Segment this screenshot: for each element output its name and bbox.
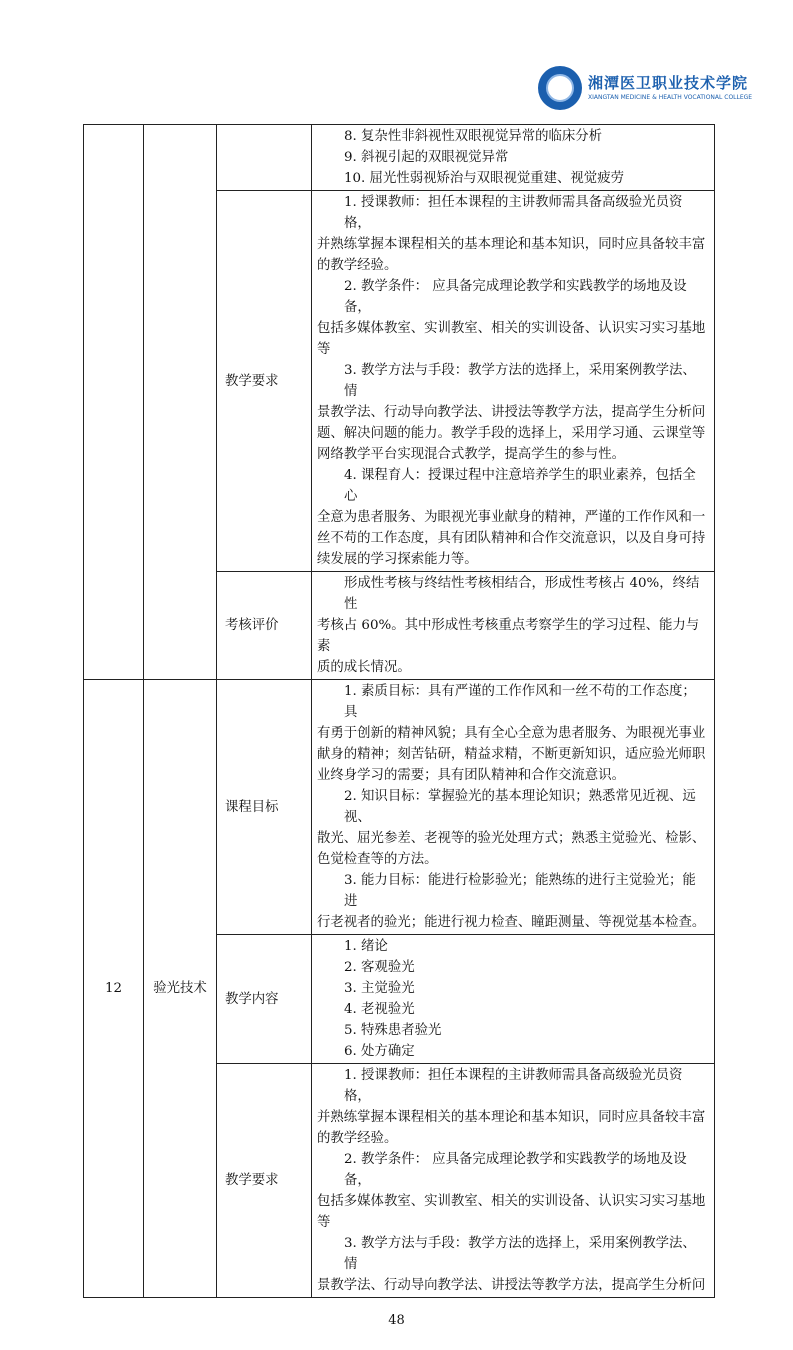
text-line: 的教学经验。 — [317, 258, 398, 273]
text-line: 5. 特殊患者验光 — [344, 1023, 442, 1038]
label-course-goals: 课程目标 — [217, 680, 312, 935]
assessment-text — [312, 572, 715, 680]
page-number: 48 — [388, 1313, 405, 1328]
course-name: 验光技术 — [144, 680, 217, 1298]
label-teaching-content: 教学内容 — [217, 935, 312, 1064]
teaching-content-list — [312, 935, 715, 1064]
text-line: 3. 主觉验光 — [344, 981, 415, 996]
text-line: 并熟练掌握本课程相关的基本理论和基本知识，同时应具备较丰富 — [317, 1110, 706, 1125]
text-line: 3. 能力目标：能进行检影验光；能熟练的进行主觉验光；能进 — [344, 873, 696, 909]
text-line: 3. 教学方法与手段：教学方法的选择上，采用案例教学法、情 — [344, 1236, 696, 1272]
text-line: 2. 教学条件： 应具备完成理论教学和实践教学的场地及设备， — [344, 1152, 687, 1188]
text-line: 全意为患者服务、为眼视光事业献身的精神，严谨的工作作风和一 — [317, 510, 706, 525]
text-line: 质的成长情况。 — [317, 660, 411, 675]
text-line: 丝不苟的工作态度，具有团队精神和合作交流意识，以及自身可持 — [317, 531, 706, 546]
text-line: 4. 老视验光 — [344, 1002, 415, 1017]
text-line: 形成性考核与终结性考核相结合，形成性考核占 40%，终结性 — [344, 576, 700, 612]
logo-chinese-name: 湘潭医卫职业技术学院 — [588, 74, 749, 92]
text-line: 散光、屈光参差、老视等的验光处理方式；熟悉主觉验光、检影、 — [317, 831, 706, 846]
text-line: 9. 斜视引起的双眼视觉异常 — [344, 150, 509, 165]
text-line: 包括多媒体教室、实训教室、相关的实训设备、认识实习实习基地 — [317, 1194, 706, 1209]
teaching-requirements-text — [312, 1064, 715, 1298]
text-line: 1. 素质目标：具有严谨的工作作风和一丝不苟的工作态度；具 — [344, 684, 696, 720]
text-line: 景教学法、行动导向教学法、讲授法等教学方法，提高学生分析问 — [317, 1278, 706, 1293]
teaching-requirements-text — [312, 191, 715, 572]
text-line: 献身的精神；刻苦钻研，精益求精，不断更新知识，适应验光师职 — [317, 747, 706, 762]
college-logo — [538, 66, 752, 110]
text-line: 的教学经验。 — [317, 1131, 398, 1146]
text-line: 网络教学平台实现混合式教学，提高学生的参与性。 — [317, 447, 625, 462]
label-teaching-requirements: 教学要求 — [217, 191, 312, 572]
text-line: 3. 教学方法与手段：教学方法的选择上，采用案例教学法、情 — [344, 363, 696, 399]
text-line: 1. 绪论 — [344, 939, 388, 954]
label-assessment: 考核评价 — [217, 572, 312, 680]
text-line: 续发展的学习探索能力等。 — [317, 552, 478, 567]
cell-no-cont — [84, 125, 144, 680]
text-line: 等 — [317, 1215, 331, 1230]
text-line: 题、解决问题的能力。教学手段的选择上，采用学习通、云课堂等 — [317, 426, 706, 441]
course-number: 12 — [84, 680, 144, 1298]
cell-name-cont — [144, 125, 217, 680]
text-line: 并熟练掌握本课程相关的基本理论和基本知识，同时应具备较丰富 — [317, 237, 706, 252]
text-line: 10. 屈光性弱视矫治与双眼视觉重建、视觉疲劳 — [344, 171, 624, 186]
text-line: 6. 处方确定 — [344, 1044, 415, 1059]
text-line: 1. 授课教师：担任本课程的主讲教师需具备高级验光员资格， — [344, 195, 683, 231]
college-seal-icon — [538, 66, 582, 110]
cell-label-empty — [217, 125, 312, 191]
text-line: 等 — [317, 342, 331, 357]
text-line: 业终身学习的需要；具有团队精神和合作交流意识。 — [317, 768, 625, 783]
text-line: 有勇于创新的精神风貌；具有全心全意为患者服务、为眼视光事业 — [317, 726, 706, 741]
text-line: 2. 客观验光 — [344, 960, 415, 975]
text-line: 色觉检查等的方法。 — [317, 852, 438, 867]
text-line: 1. 授课教师：担任本课程的主讲教师需具备高级验光员资格， — [344, 1068, 683, 1104]
course-goals-text — [312, 680, 715, 935]
content-continuation — [312, 125, 715, 191]
text-line: 行老视者的验光；能进行视力检查、瞳距测量、等视觉基本检查。 — [317, 915, 706, 930]
text-line: 景教学法、行动导向教学法、讲授法等教学方法，提高学生分析问 — [317, 405, 706, 420]
label-teaching-requirements: 教学要求 — [217, 1064, 312, 1298]
text-line: 2. 知识目标：掌握验光的基本理论知识；熟悉常见近视、远视、 — [344, 789, 696, 825]
text-line: 2. 教学条件： 应具备完成理论教学和实践教学的场地及设备， — [344, 279, 687, 315]
logo-english-name: XIANGTAN MEDICINE & HEALTH VOCATIONAL COLLEGE — [588, 94, 753, 101]
text-line: 4. 课程育人：授课过程中注意培养学生的职业素养，包括全心 — [344, 468, 696, 504]
text-line: 包括多媒体教室、实训教室、相关的实训设备、认识实习实习基地 — [317, 321, 706, 336]
text-line: 8. 复杂性非斜视性双眼视觉异常的临床分析 — [344, 129, 603, 144]
text-line: 考核占 60%。其中形成性考核重点考察学生的学习过程、能力与素 — [317, 618, 700, 654]
